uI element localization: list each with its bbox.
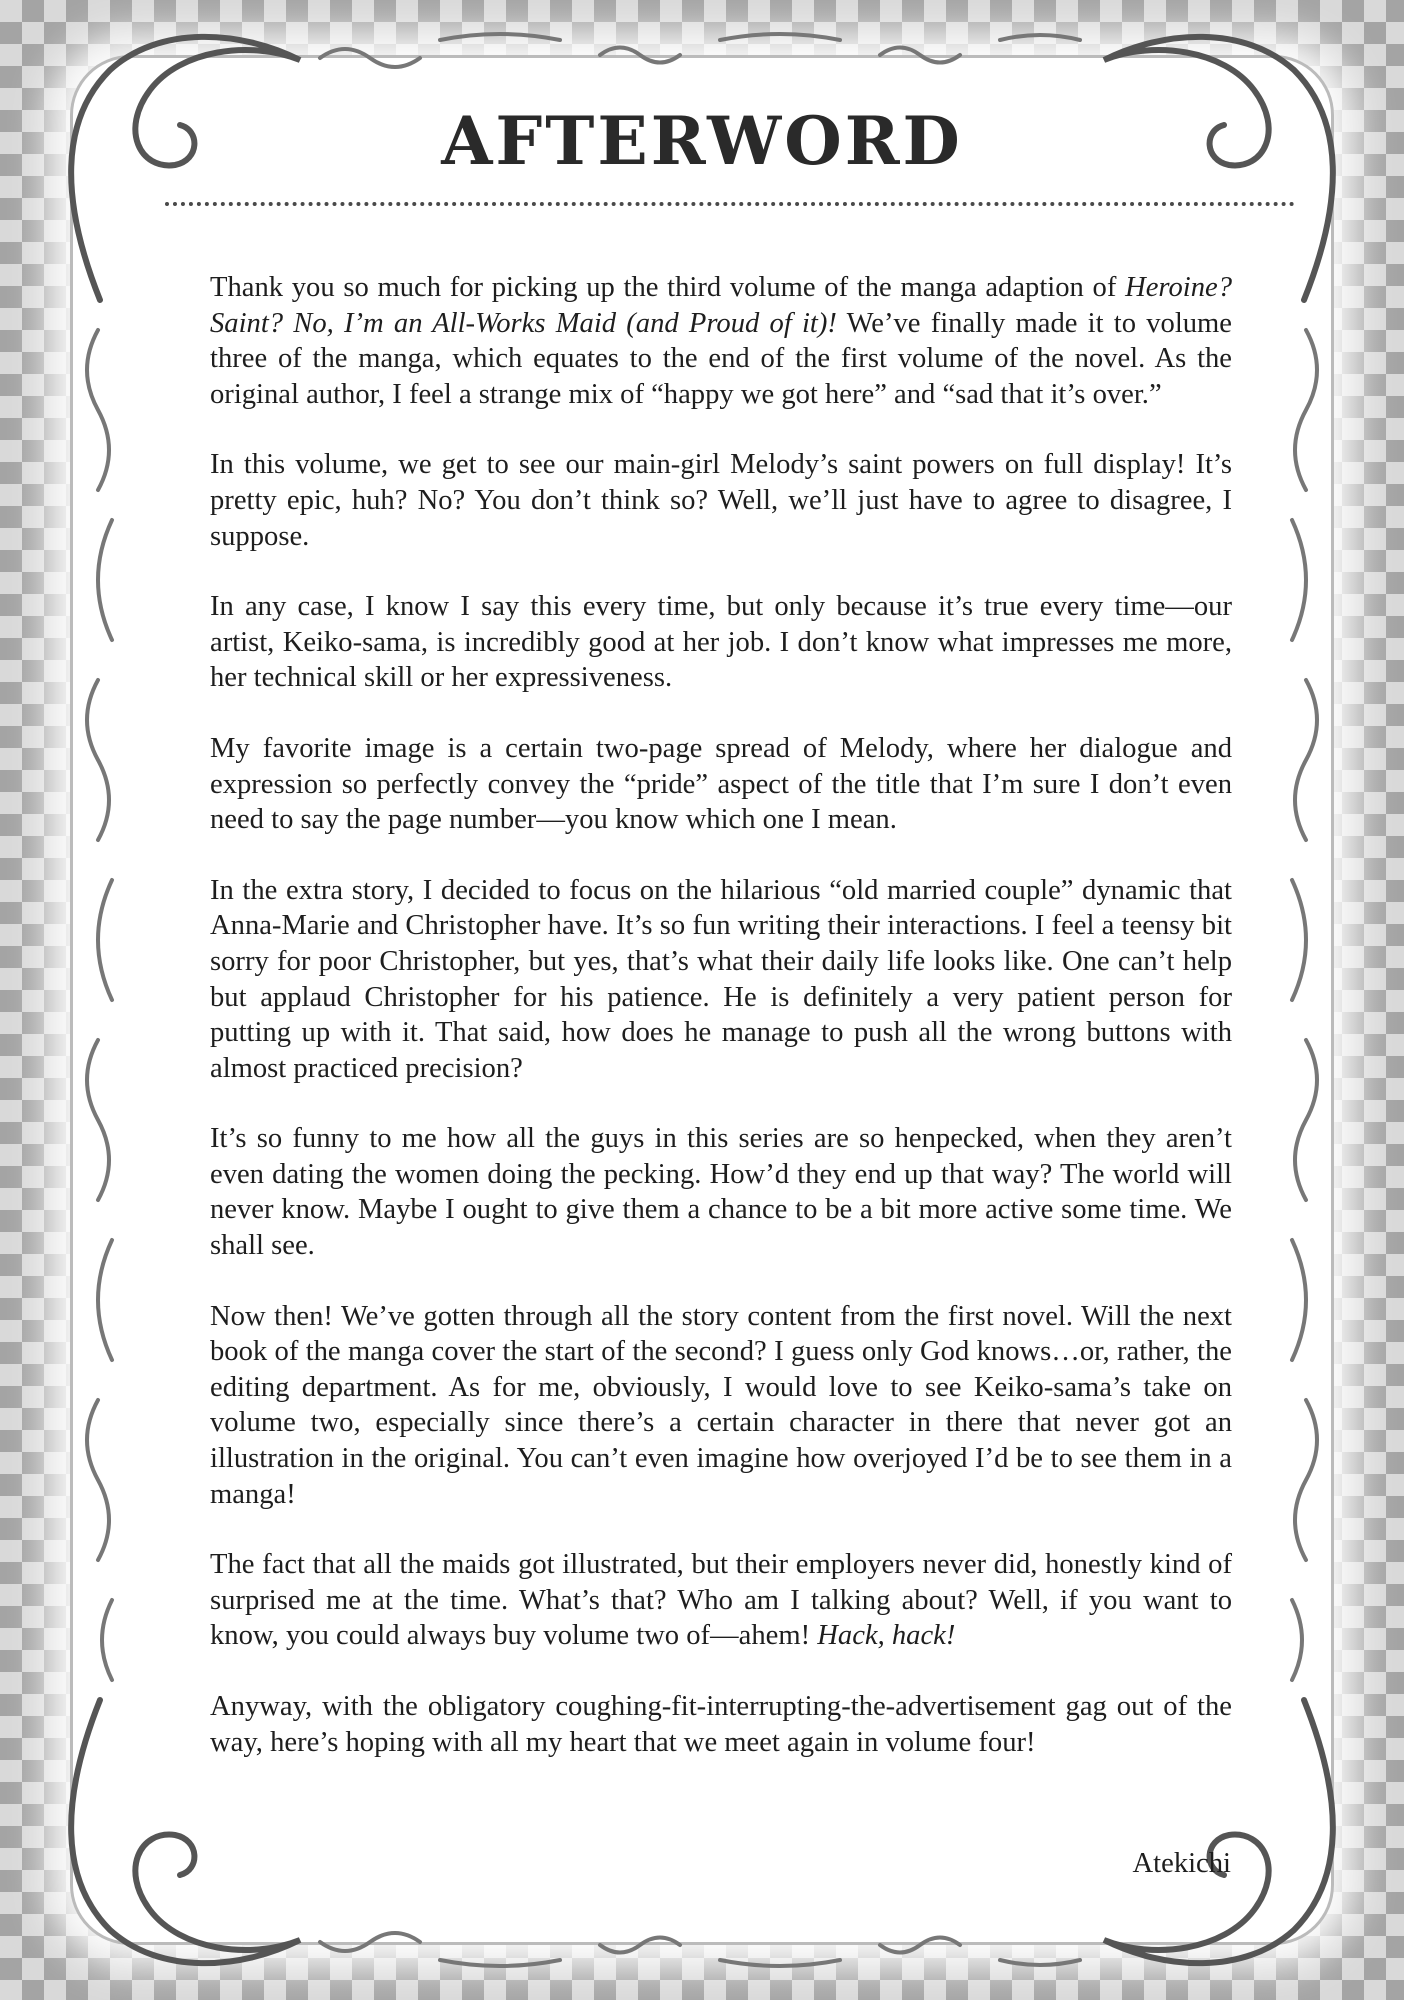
author-signature: Atekichi xyxy=(1132,1848,1231,1879)
afterword-body xyxy=(210,270,1232,1786)
title-divider xyxy=(165,202,1295,206)
paragraph: The fact that all the maids got illustrated, but their employers never did, honestly kind of surprised me at the time. What’s that? Who am I talking about? Well, if you want to know, you could always buy volume two of—ahem! Hack, hack! xyxy=(210,1549,1232,1652)
page-title: AFTERWORD xyxy=(441,102,963,180)
paragraph: My favorite image is a certain two-page spread of Melody, where her dialogue and expression so perfectly convey the “pride” aspect of the title that I’m sure I don’t even need to say the page number—you know which one I mean. xyxy=(210,732,1232,836)
paragraph: In any case, I know I say this every time, but only because it’s true every time—our artist, Keiko-sama, is incredibly good at her job. I don’t know what impresses me more, her technical skill or her expressiveness. xyxy=(210,591,1232,694)
paragraph: It’s so funny to me how all the guys in this series are so henpecked, when they aren’t even dating the women doing the pecking. How’d they end up that way? The world will never know. Maybe I ought to give them a chance to be a bit more active some time. We shall see. xyxy=(210,1123,1232,1262)
paragraph: Now then! We’ve gotten through all the story content from the first novel. Will the next book of the manga cover the start of the second? I guess only God knows…or, rather, the editing department. As for me, obviously, I would love to see Keiko-sama’s take on volume two, especially since there’s a certain character in there that never got an illustration in the original. You can’t even imagine how overjoyed I’d be to see them in a manga! xyxy=(210,1300,1232,1510)
paragraph: Anyway, with the obligatory coughing-fit-interrupting-the-advertisement gag out of the way, here’s hoping with all my heart that we meet again in volume four! xyxy=(210,1691,1232,1758)
paragraph: Thank you so much for picking up the third volume of the manga adaption of Heroine? Saint? No, I’m an All-Works Maid (and Proud of it)! We’ve finally made it to volume three of the manga, which equates to the end of the first volume of the novel. As the original author, I feel a strange mix of “happy we got here” and “sad that it’s over.” xyxy=(210,272,1232,410)
paragraph: In this volume, we get to see our main-girl Melody’s saint powers on full display! It’s pretty epic, huh? No? You don’t think so? Well, we’ll just have to agree to disagree, I suppose. xyxy=(210,449,1232,552)
paragraph: In the extra story, I decided to focus on the hilarious “old married couple” dynamic that Anna-Marie and Christopher have. It’s so fun writing their interactions. I feel a teensy bit sorry for poor Christopher, but yes, that’s what their daily life looks like. One can’t help but applaud Christopher for his patience. He is definitely a very patient person for putting up with it. That said, how does he manage to push all the wrong buttons with almost practiced precision? xyxy=(210,874,1232,1084)
